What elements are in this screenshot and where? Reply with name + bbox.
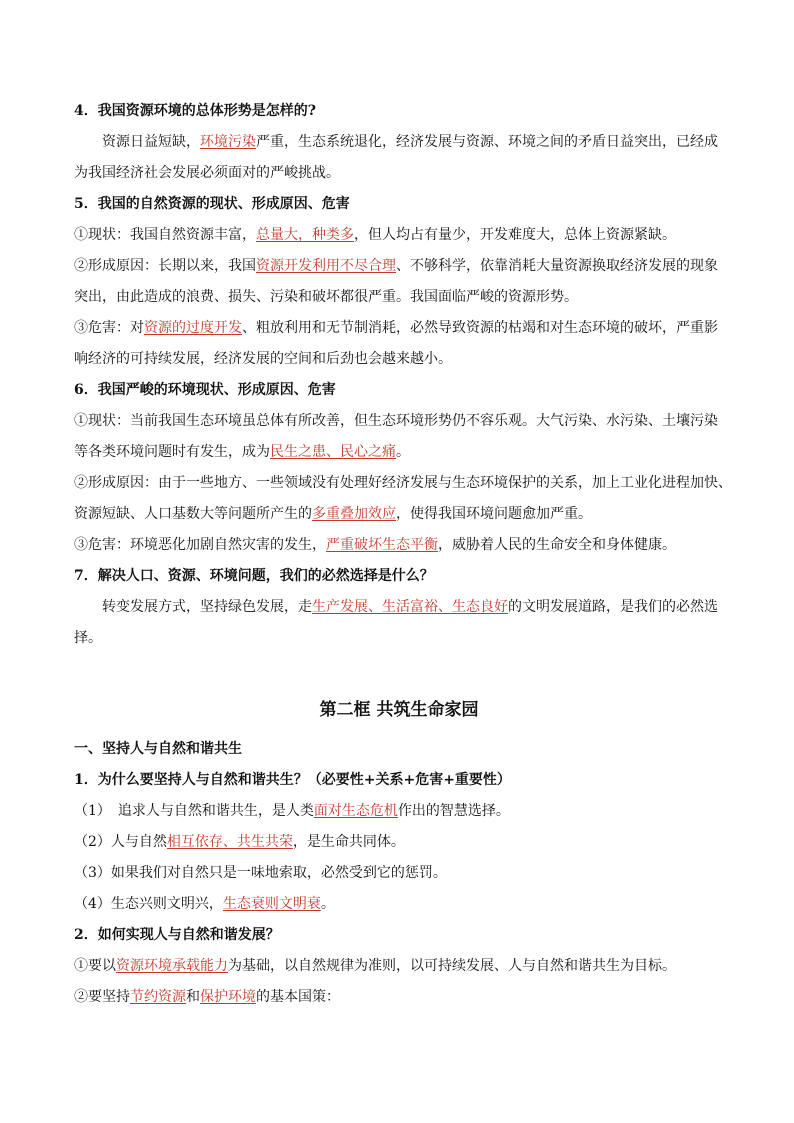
- text: ③危害：环境恶化加剧自然灾害的发生，: [74, 537, 326, 553]
- text: 。: [320, 896, 335, 912]
- reason-item-1: [74, 796, 724, 827]
- q6-cause-line-1: ②形成原因：由于一些地方、一些领域没有处理好经济发展与生态环境保护的关系，加上工业化进程加快、: [74, 475, 732, 491]
- text: （1） 追求人与自然和谐共生，是人类: [74, 803, 314, 819]
- section-title: 第二框 共筑生命家园: [319, 700, 479, 720]
- text: ①现状：我国自然资源丰富，: [74, 227, 256, 243]
- text: 。: [396, 444, 410, 460]
- highlight-term: 相互依存、共生共荣: [166, 834, 293, 850]
- reason-item-3: （3）如果我们对自然只是一味地索取，必然受到它的惩罚。: [74, 865, 447, 881]
- text: 转变发展方式，坚持绿色发展，走: [102, 599, 312, 615]
- q4-paragraph-line-2: 为我国经济社会发展必须面对的严峻挑战。: [74, 165, 340, 181]
- q5-heading: 5．我国的自然资源的现状、形成原因、危害: [74, 196, 350, 212]
- highlight-term: 严重破坏生态平衡: [326, 537, 438, 553]
- q4-heading: 4．我国资源环境的总体形势是怎样的?: [74, 103, 316, 119]
- highlight-term: 环境污染: [200, 134, 256, 150]
- text: 、粗放利用和无节制消耗，必然导致资源的枯竭和对生态环境的破坏，严重影: [242, 320, 718, 336]
- part-heading: 一、坚持人与自然和谐共生: [74, 741, 242, 757]
- text: ，是生命共同体。: [292, 834, 405, 850]
- text: 严重，生态系统退化，经济发展与资源、环境之间的矛盾日益突出，已经成: [256, 134, 718, 150]
- text: ，但人均占有量少，开发难度大，总体上资源紧缺。: [354, 227, 676, 243]
- q5-cause-line-1: [74, 251, 724, 282]
- text: ，使得我国环境问题愈加严重。: [396, 506, 592, 522]
- highlight-term: 保护环境: [200, 989, 256, 1005]
- highlight-term: 生产发展、生活富裕、生态良好: [312, 599, 508, 615]
- text: ②要坚持: [74, 989, 130, 1005]
- text: ②形成原因：长期以来，我国: [74, 258, 256, 274]
- q7-paragraph-line-1: [74, 592, 724, 623]
- q6-harm: [74, 530, 724, 561]
- q5-status: [74, 220, 724, 251]
- text: 的文明发展道路，是我们的必然选: [508, 599, 718, 615]
- highlight-term: 民生之患、民心之痛: [270, 444, 396, 460]
- highlight-term: 总量大，种类多: [256, 227, 354, 243]
- text: 资源日益短缺，: [102, 134, 200, 150]
- text: （4）生态兴则文明兴，: [74, 896, 223, 912]
- q6-status-line-2: [74, 437, 724, 468]
- q6-status-line-1: ①现状：当前我国生态环境虽总体有所改善，但生态环境形势仍不容乐观。大气污染、水污染、土壤污染: [74, 413, 718, 429]
- text: ，威胁着人民的生命安全和身体健康。: [438, 537, 676, 553]
- reason-item-4: [74, 889, 724, 920]
- text: 资源短缺、人口基数大等问题所产生的: [74, 506, 312, 522]
- text: 、不够科学，依靠消耗大量资源换取经济发展的现象: [396, 258, 718, 274]
- q2-heading: 2．如何实现人与自然和谐发展？: [74, 927, 280, 943]
- q5-harm-line-2: 响经济的可持续发展，经济发展的空间和后劲也会越来越小。: [74, 351, 452, 367]
- q4-paragraph-line-1: [74, 127, 724, 158]
- q7-heading: 7．解决人口、资源、环境问题，我们的必然选择是什么？: [74, 568, 434, 584]
- text: 等各类环境问题时有发生，成为: [74, 444, 270, 460]
- q5-harm-line-1: [74, 313, 724, 344]
- q5-cause-line-2: 突出，由此造成的浪费、损失、污染和破坏都很严重。我国面临严峻的资源形势。: [74, 289, 578, 305]
- reason-item-2: [74, 827, 724, 858]
- text: ①要以: [74, 958, 116, 974]
- q7-paragraph-line-2: 择。: [74, 630, 102, 646]
- q1-heading: 1．为什么要坚持人与自然和谐共生？（必要性+关系+危害+重要性）: [74, 772, 511, 788]
- text: ③危害：对: [74, 320, 144, 336]
- text: 的基本国策：: [256, 989, 340, 1005]
- text: 为基础，以自然规律为准则，以可持续发展、人与自然和谐共生为目标。: [228, 958, 676, 974]
- highlight-term: 资源开发利用不尽合理: [256, 258, 396, 274]
- highlight-term: 生态衰则文明衰: [222, 896, 321, 912]
- text: （2）人与自然: [74, 834, 167, 850]
- highlight-term: 多重叠加效应: [312, 506, 396, 522]
- highlight-term: 资源的过度开发: [144, 320, 242, 336]
- q6-cause-line-2: [74, 499, 724, 530]
- highlight-term: 节约资源: [130, 989, 186, 1005]
- method-item-1: [74, 951, 724, 982]
- method-item-2: [74, 982, 724, 1013]
- spacer: [74, 654, 724, 684]
- text: 和: [186, 989, 200, 1005]
- text: 作出的智慧选择。: [397, 803, 510, 819]
- highlight-term: 资源环境承载能力: [116, 958, 228, 974]
- document-page: [74, 96, 732, 1013]
- highlight-term: 面对生态危机: [313, 803, 398, 819]
- q6-heading: 6．我国严峻的环境现状、形成原因、危害: [74, 382, 336, 398]
